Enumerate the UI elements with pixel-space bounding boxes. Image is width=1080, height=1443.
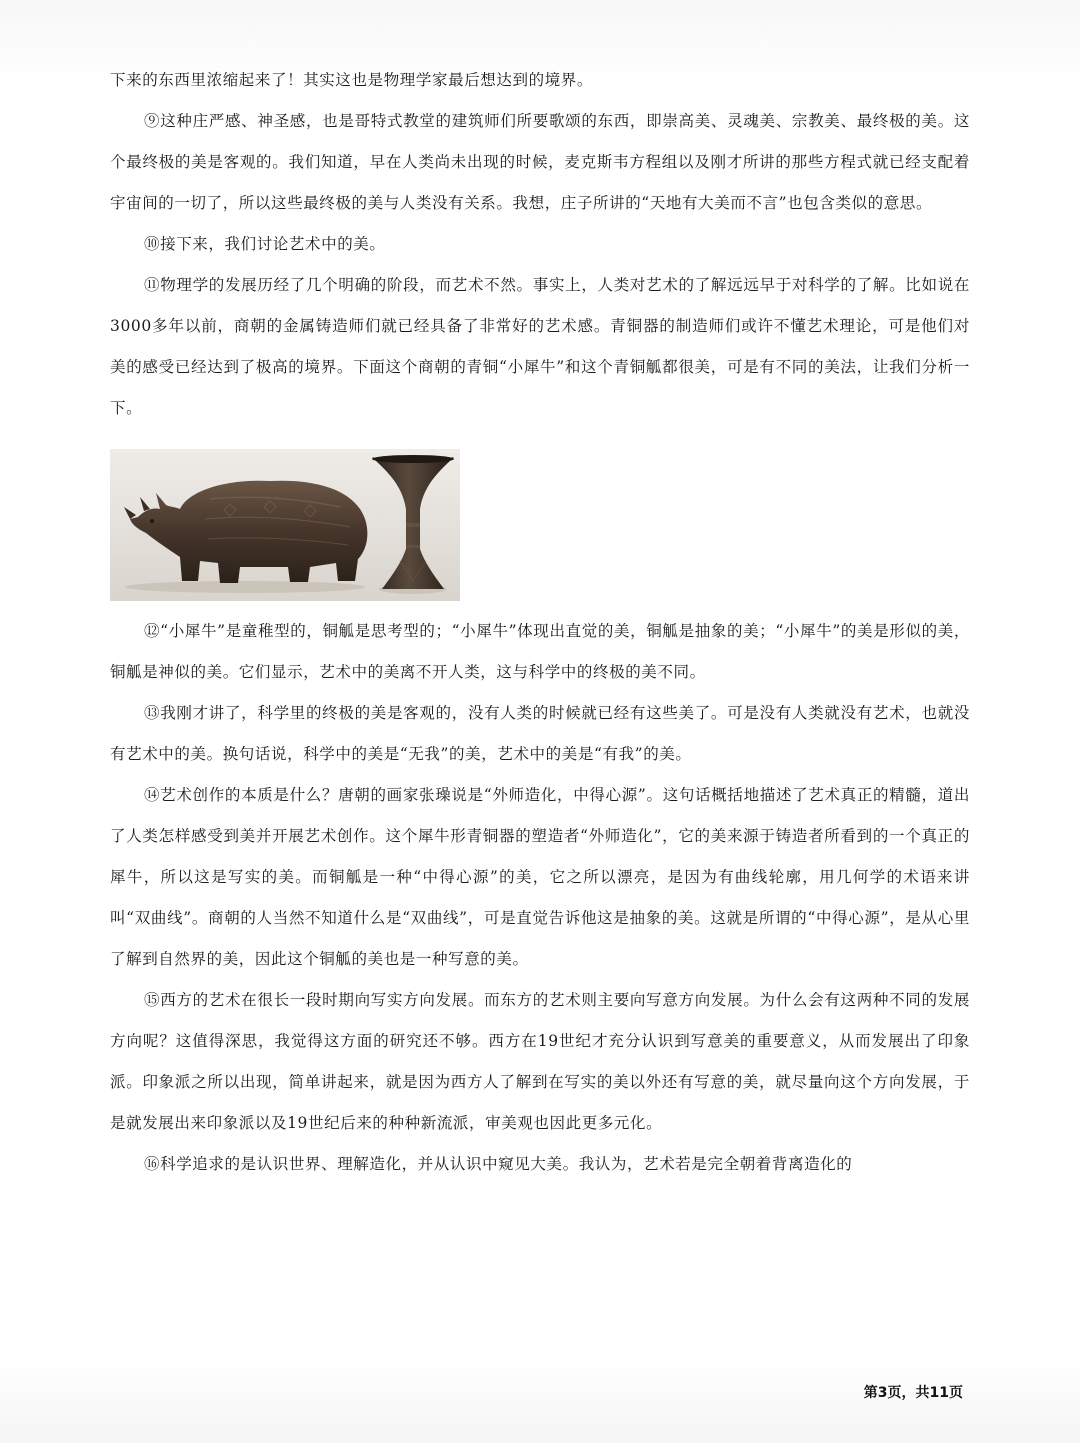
paragraphs-before-figure [110,60,970,429]
paragraph: ⑫“小犀牛”是童稚型的，铜觚是思考型的；“小犀牛”体现出直觉的美，铜觚是抽象的美；“小犀牛”的美是形似的美，铜觚是神似的美。它们显示，艺术中的美离不开人类，这与科学中的终极的美不同。 [110,622,970,681]
paragraph: ⑮西方的艺术在很长一段时期向写实方向发展。而东方的艺术则主要向写意方向发展。为什么会有这两种不同的发展方向呢？这值得深思，我觉得这方面的研究还不够。西方在19世纪才充分认识到写意美的重要意义，从而发展出了印象派。印象派之所以出现，简单讲起来，就是因为西方人了解到在写实的美以外还有写意的美，就尽量向这个方向发展，于是就发展出来印象派以及19世纪后来的种种新流派，审美观也因此更多元化。 [110,991,970,1132]
paragraph: ⑨这种庄严感、神圣感，也是哥特式教堂的建筑师们所要歌颂的东西，即崇高美、灵魂美、宗教美、最终极的美。这个最终极的美是客观的。我们知道，早在人类尚未出现的时候，麦克斯韦方程组以及刚才所讲的那些方程式就已经支配着宇宙间的一切了，所以这些最终极的美与人类没有关系。我想，庄子所讲的“天地有大美而不言”也包含类似的意思。 [110,112,970,212]
paragraph: ⑬我刚才讲了，科学里的终极的美是客观的，没有人类的时候就已经有这些美了。可是没有人类就没有艺术，也就没有艺术中的美。换句话说，科学中的美是“无我”的美，艺术中的美是“有我”的美。 [110,704,970,763]
paragraph: ⑯科学追求的是认识世界、理解造化，并从认识中窥见大美。我认为，艺术若是完全朝着背离造化的 [144,1155,853,1173]
article-body [110,60,970,1185]
paragraphs-after-figure [110,611,970,1185]
bronze-rhino-and-gu-image [110,449,460,601]
paragraph: 下来的东西里浓缩起来了！其实这也是物理学家最后想达到的境界。 [110,71,594,89]
page-number-footer: 第3页，共11页 [863,1385,963,1401]
paragraph: ⑪物理学的发展历经了几个明确的阶段，而艺术不然。事实上，人类对艺术的了解远远早于对科学的了解。比如说在3000多年以前，商朝的金属铸造师们就已经具备了非常好的艺术感。青铜器的制造师们或许不懂艺术理论，可是他们对美的感受已经达到了极高的境界。下面这个商朝的青铜“小犀牛”和这个青铜觚都很美，可是有不同的美法，让我们分析一下。 [110,276,970,417]
paragraph: ⑭艺术创作的本质是什么？唐朝的画家张璪说是“外师造化，中得心源”。这句话概括地描述了艺术真正的精髓，道出了人类怎样感受到美并开展艺术创作。这个犀牛形青铜器的塑造者“外师造化”，它的美来源于铸造者所看到的一个真正的犀牛，所以这是写实的美。而铜觚是一种“中得心源”的美，它之所以漂亮，是因为有曲线轮廓，用几何学的术语来讲叫“双曲线”。商朝的人当然不知道什么是“双曲线”，可是直觉告诉他这是抽象的美。这就是所谓的“中得心源”，是从心里了解到自然界的美，因此这个铜觚的美也是一种写意的美。 [110,786,970,968]
paragraph: ⑩接下来，我们讨论艺术中的美。 [144,235,386,253]
